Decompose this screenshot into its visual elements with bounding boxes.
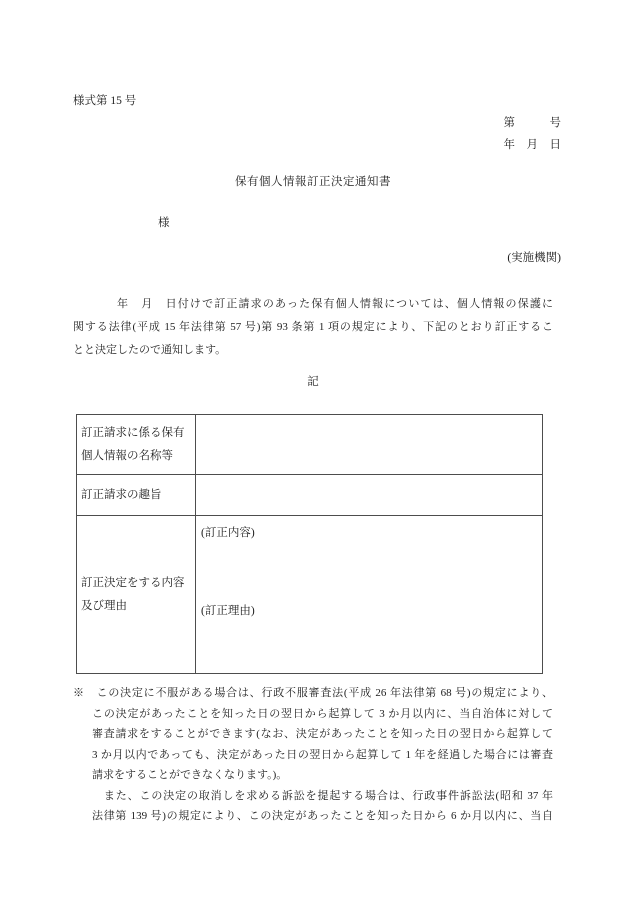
decision-table	[76, 414, 543, 674]
table-row-info-name	[77, 415, 543, 475]
body-line-2: 関する法律(平成 15 年法律第 57 号)第 93 条第 1 項の規定により、下記のとおり訂正するこ	[73, 321, 553, 333]
date-line: 年 月 日	[503, 139, 561, 151]
table-row-request-purport	[77, 475, 543, 516]
addressee-suffix: 様	[158, 217, 170, 229]
body-paragraph	[73, 293, 553, 362]
form-number: 様式第 15 号	[73, 95, 137, 107]
footnote-line-6: また、この決定の取消しを求める訴訟を提起する場合は、行政事件訴訟法(昭和 37 年	[92, 789, 553, 802]
table-row-decision-content	[77, 516, 543, 674]
footnote-line-7: 法律第 139 号)の規定により、この決定があったことを知った日から 6 か月以内に、当自	[92, 810, 553, 822]
label-request-purport: 訂正請求の趣旨	[77, 475, 196, 516]
body-line-1: 年 月 日付けで訂正請求のあった保有個人情報については、個人情報の保護に	[117, 298, 553, 310]
ki-heading: 記	[307, 376, 319, 388]
footnote-line-1: ※ この決定に不服がある場合は、行政不服審査法(平成 26 年法律第 68 号)の規定により、	[73, 687, 553, 699]
body-line-3: とと決定したので通知します。	[73, 344, 227, 356]
footnote	[73, 683, 553, 827]
footnote-line-5: 請求をすることができなくなります。)。	[92, 769, 288, 781]
footnote-line-4: 3 か月以内であっても、決定があった日の翌日から起算して 1 年を経過した場合には審査	[92, 748, 553, 761]
correction-content-heading: (訂正内容)	[201, 527, 255, 539]
document-title: 保有個人情報訂正決定通知書	[235, 176, 391, 188]
footnote-line-3: 審査請求をすることができます(なお、決定があったことを知った日の翌日から起算して	[92, 728, 553, 740]
agency-label: (実施機関)	[507, 252, 561, 264]
label-requested-info-name: 訂正請求に係る保有個人情報の名称等	[77, 415, 196, 475]
document-number-line: 第 号	[503, 117, 561, 129]
value-decision-content-cell	[196, 516, 543, 674]
label-decision-content-reason: 訂正決定をする内容及び理由	[77, 516, 196, 674]
value-request-purport	[196, 475, 543, 516]
footnote-line-2: この決定があったことを知った日の翌日から起算して 3 か月以内に、当自治体に対して	[92, 707, 553, 720]
correction-reason-heading: (訂正理由)	[201, 605, 255, 617]
value-requested-info-name	[196, 415, 543, 475]
